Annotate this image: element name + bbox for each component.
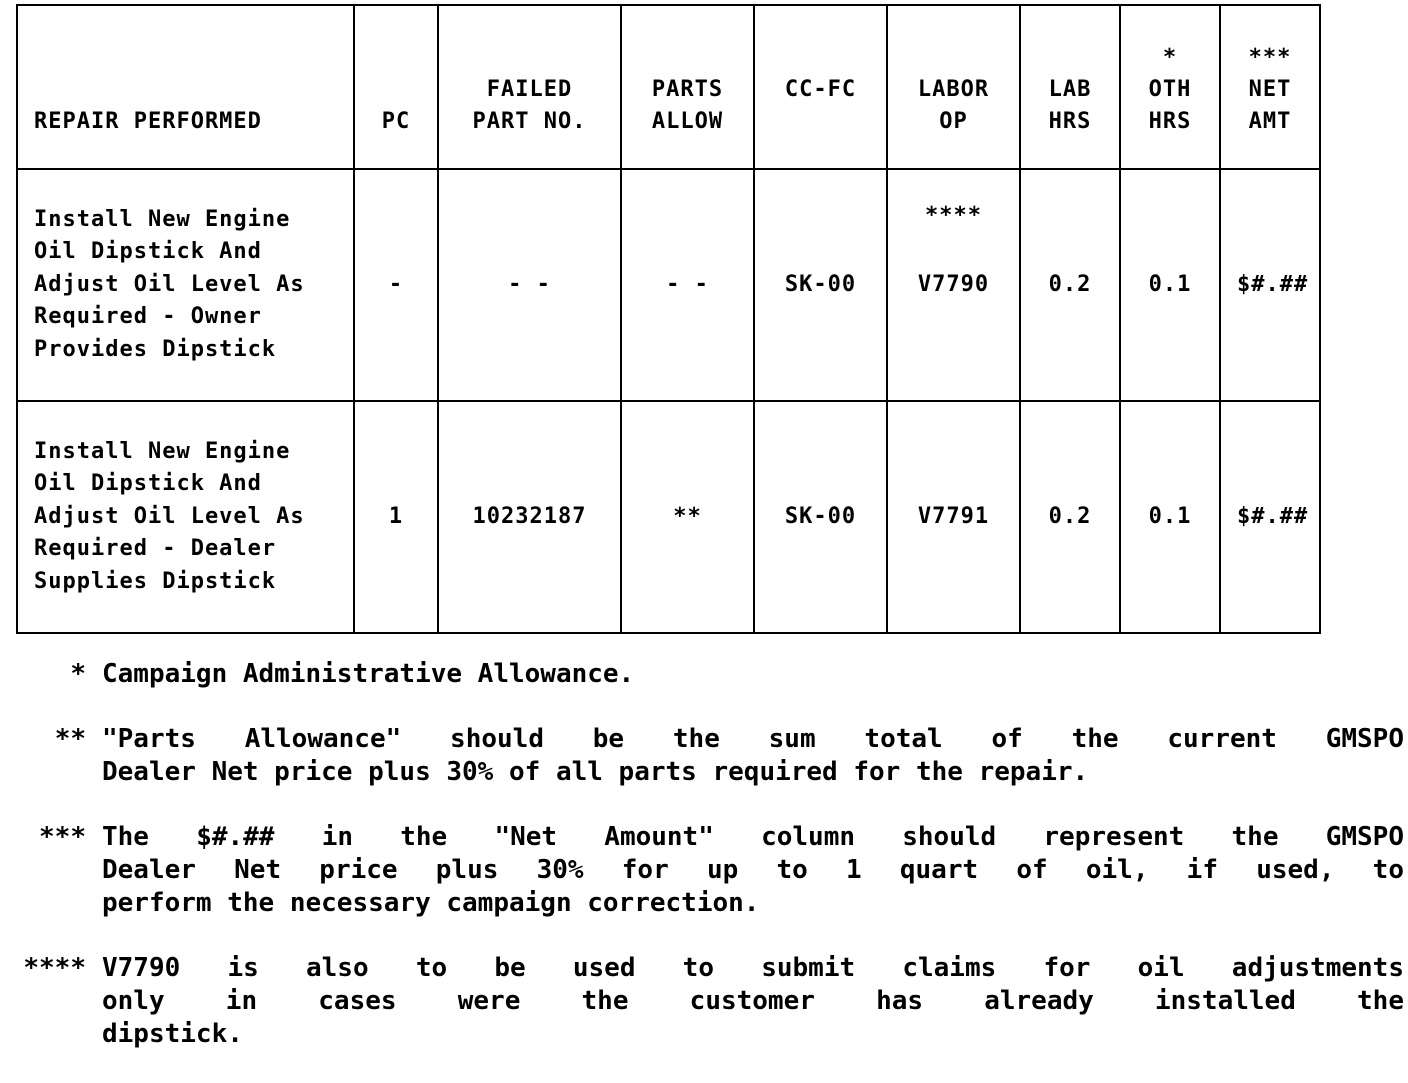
footnote-mark: *** [39,822,86,852]
labor-op-code: V7791 [917,504,990,529]
footnote-mark: * [70,659,86,689]
footnote-mark: **** [23,953,86,983]
oth-hrs-cell: 0.1 [1120,401,1220,633]
table-header-row [17,5,1320,169]
footnote-text: Dealer Net price plus 30% of all parts required for the repair. [102,757,1089,787]
repair-table [16,4,1321,634]
failed-part-cell: - - [438,169,621,401]
footnote-mark: ** [54,724,86,754]
net-amt-cell: $#.## [1220,169,1320,401]
header-lab-hrs: LAB HRS [1020,5,1120,169]
cc-fc-cell: SK-00 [754,169,887,401]
header-net-amt: *** NET AMT [1220,5,1320,169]
footnote-text: The $#.## in the "Net Amount" column should represent the GMSPO [102,822,1404,852]
header-repair-performed: REPAIR PERFORMED [17,5,354,169]
footnote-marker: **** [925,203,982,228]
footnote-parts-allowance [0,723,1408,789]
labor-op-cell [887,401,1020,633]
header-labor-op: LABOR OP [887,5,1020,169]
failed-part-cell: 10232187 [438,401,621,633]
pc-cell: 1 [354,401,438,633]
footnote-admin-allowance [0,658,1408,691]
footnote-text: Campaign Administrative Allowance. [102,659,635,689]
header-parts-allow: PARTS ALLOW [621,5,754,169]
cc-fc-cell: SK-00 [754,401,887,633]
lab-hrs-cell: 0.2 [1020,401,1120,633]
footnote-text: "Parts Allowance" should be the sum total of the current GMSPO [102,724,1404,754]
footnote-text: V7790 is also to be used to submit claims for oil adjustments [102,953,1404,983]
repair-description: Install New Engine Oil Dipstick And Adjust Oil Level As Required - Owner Provides Dipstick [17,169,354,401]
labor-op-cell [887,169,1020,401]
repair-description: Install New Engine Oil Dipstick And Adjust Oil Level As Required - Dealer Supplies Dipstick [17,401,354,633]
header-cc-fc: CC-FC [754,5,887,169]
table-row [17,401,1320,633]
footnote-text: Dealer Net price plus 30% for up to 1 quart of oil, if used, to [102,855,1404,885]
footnote-text: only in cases were the customer has already installed the [102,986,1404,1016]
header-oth-hrs: * OTH HRS [1120,5,1220,169]
net-amt-cell: $#.## [1220,401,1320,633]
footnote-net-amount [0,821,1408,920]
header-pc: PC [354,5,438,169]
table-row [17,169,1320,401]
parts-allow-cell: - - [621,169,754,401]
header-failed-part-no: FAILED PART NO. [438,5,621,169]
footnote-text: dipstick. [102,1019,243,1049]
labor-op-code: V7790 [917,272,990,297]
footnote-v7790 [0,952,1408,1051]
footnotes [0,658,1408,1083]
lab-hrs-cell: 0.2 [1020,169,1120,401]
oth-hrs-cell: 0.1 [1120,169,1220,401]
pc-cell: - [354,169,438,401]
footnote-text: perform the necessary campaign correction. [102,888,760,918]
parts-allow-cell: ** [621,401,754,633]
